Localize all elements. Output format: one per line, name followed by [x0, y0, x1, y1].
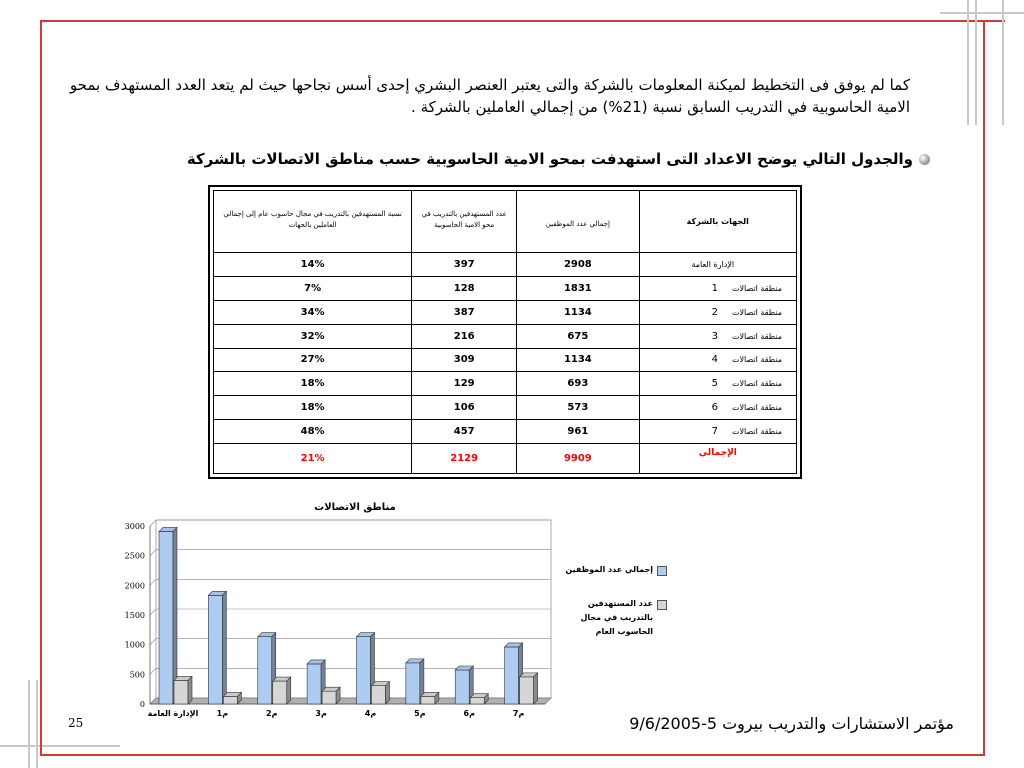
- total-label: الإجمالي: [639, 444, 796, 474]
- bar-total-employees: [307, 664, 321, 704]
- y-tick-label: 1500: [124, 611, 145, 620]
- legend-item-total-employees: [557, 563, 667, 577]
- y-tick-label: 2500: [124, 551, 145, 561]
- grid-diagonal: [150, 609, 156, 615]
- cell-entity: [639, 300, 796, 324]
- bar-total-employees: [406, 663, 420, 704]
- intro-paragraph: كما لم يوفق فى التخطيط لميكنة المعلومات بالشركة والتى يعتبر العنصر البشري إحدى أسس نجاحها حيث لم يتعد العدد المستهدف بمحو الامية الحاسوبية في التدريب السابق نسبة (21%) من إجمالي العاملين بالشركة .: [69, 76, 910, 116]
- bar-targeted: [322, 691, 336, 704]
- x-tick-label: م6: [463, 709, 475, 718]
- cell-ratio: 48%: [214, 420, 412, 444]
- footer-text: مؤتمر الاستشارات والتدريب بيروت 5-9/6/2005: [629, 714, 954, 733]
- bar-side: [386, 682, 390, 704]
- total-employees: 9909: [517, 444, 639, 474]
- bar-side: [534, 673, 538, 704]
- legend-swatch-gray: [657, 600, 667, 610]
- table-row: [214, 324, 797, 348]
- table-row: [214, 348, 797, 372]
- table-total-row: [214, 444, 797, 474]
- bar-side: [287, 677, 291, 704]
- chart-legend: [557, 563, 667, 659]
- entity-number: 2: [711, 306, 718, 318]
- cell-ratio: 27%: [214, 348, 412, 372]
- cell-entity: [639, 420, 796, 444]
- bar-targeted: [421, 696, 435, 704]
- cell-ratio: 32%: [214, 324, 412, 348]
- entity-name: الإدارة العامة: [691, 259, 735, 269]
- cell-ratio: 18%: [214, 396, 412, 420]
- bullet-icon: [919, 154, 930, 165]
- bar-targeted: [273, 681, 287, 704]
- x-tick-label: م2: [266, 709, 278, 718]
- total-ratio: 21%: [214, 444, 412, 474]
- cell-total: 1831: [517, 276, 639, 300]
- x-tick-label: م1: [216, 709, 229, 718]
- cell-targeted: 457: [412, 420, 517, 444]
- frame-right-red: [983, 20, 985, 755]
- cell-entity: [639, 253, 796, 277]
- cell-targeted: 216: [412, 324, 517, 348]
- cell-ratio: 18%: [214, 372, 412, 396]
- table-row: [214, 420, 797, 444]
- frame-right-gray-2: [975, 0, 977, 125]
- y-tick-label: 3000: [124, 522, 145, 531]
- header-targeted: عدد المستهدفين بالتدريب في محو الامية الحاسوبية: [412, 191, 517, 253]
- table-header-row: [214, 191, 797, 253]
- cell-entity: [639, 372, 796, 396]
- frame-right-gray-3: [1002, 0, 1004, 125]
- cell-entity: [639, 348, 796, 372]
- bar-total-employees: [357, 637, 371, 704]
- page-number: 25: [68, 716, 84, 730]
- data-table: [213, 190, 797, 474]
- x-tick-label: الإدارة العامة: [147, 709, 199, 718]
- entity-name: منطقة اتصالات: [731, 355, 782, 365]
- entity-name: منطقة اتصالات: [731, 331, 782, 341]
- frame-top-gray: [940, 12, 1024, 14]
- bar-total-employees: [505, 647, 519, 704]
- y-tick-label: 0: [139, 700, 145, 709]
- bar-total-employees: [258, 637, 272, 704]
- entity-name: منطقة اتصالات: [731, 427, 782, 437]
- table-row: [214, 396, 797, 420]
- cell-total: 1134: [517, 348, 639, 372]
- entity-name: منطقة اتصالات: [731, 379, 782, 389]
- bar-targeted: [174, 680, 188, 704]
- cell-targeted: 397: [412, 253, 517, 277]
- frame-left-red: [40, 20, 42, 755]
- entity-number: 7: [711, 426, 718, 438]
- table-row: [214, 253, 797, 277]
- cell-total: 693: [517, 372, 639, 396]
- table-row: [214, 300, 797, 324]
- x-tick-label: م5: [414, 709, 426, 718]
- y-tick-label: 500: [129, 670, 145, 680]
- grid-diagonal: [150, 639, 156, 645]
- entity-number: 3: [711, 330, 718, 342]
- grid-diagonal: [150, 579, 156, 585]
- cell-targeted: 129: [412, 372, 517, 396]
- cell-ratio: 14%: [214, 253, 412, 277]
- legend-label: عدد المستهدفين بالتدريب في مجال الحاسوب العام: [580, 599, 653, 636]
- cell-targeted: 387: [412, 300, 517, 324]
- x-tick-label: م3: [315, 709, 327, 718]
- frame-bottom-red: [40, 754, 985, 756]
- legend-swatch-blue: [657, 566, 667, 576]
- header-total-employees: إجمالي عدد الموظفين: [517, 191, 639, 253]
- x-tick-label: م7: [512, 709, 525, 718]
- cell-entity: [639, 276, 796, 300]
- entity-number: 4: [711, 354, 718, 366]
- cell-total: 961: [517, 420, 639, 444]
- header-ratio: نسبة المستهدفين بالتدريب في مجال حاسوب عام إلى إجمالي العاملين بالجهات: [214, 191, 412, 253]
- entity-number: 1: [711, 282, 718, 294]
- entity-name: منطقة اتصالات: [731, 403, 782, 413]
- grid-diagonal: [150, 520, 156, 526]
- table-row: [214, 372, 797, 396]
- bar-total-employees: [455, 670, 469, 704]
- bar-side: [173, 527, 177, 704]
- frame-top-red: [40, 20, 1005, 22]
- cell-targeted: 309: [412, 348, 517, 372]
- entity-name: منطقة اتصالات: [731, 307, 782, 317]
- frame-bottom-gray: [0, 745, 120, 747]
- bar-targeted: [470, 698, 484, 704]
- legend-label: إجمالي عدد الموظفين: [565, 565, 653, 574]
- frame-left-gray-2: [36, 680, 38, 768]
- cell-entity: [639, 324, 796, 348]
- bar-total-employees: [208, 595, 222, 704]
- y-tick-label: 2000: [124, 581, 145, 591]
- cell-total: 573: [517, 396, 639, 420]
- data-table-container: [208, 185, 802, 479]
- legend-item-targeted: [557, 597, 667, 639]
- cell-targeted: 128: [412, 276, 517, 300]
- table-intro-text: والجدول التالي يوضح الاعداد التى استهدفت بمحو الامية الحاسوبية حسب مناطق الاتصالات بالشركة: [186, 150, 913, 168]
- entity-name: منطقة اتصالات: [731, 283, 782, 293]
- cell-total: 1134: [517, 300, 639, 324]
- grid-diagonal: [150, 668, 156, 674]
- grid-diagonal: [150, 550, 156, 556]
- table-intro-bullet: [160, 150, 930, 168]
- bar-side: [222, 591, 226, 704]
- entity-number: 5: [711, 378, 718, 390]
- frame-left-gray-1: [28, 680, 30, 768]
- bar-total-employees: [159, 531, 173, 704]
- x-tick-label: م4: [364, 709, 377, 718]
- bar-targeted: [520, 677, 534, 704]
- total-targeted: 2129: [412, 444, 517, 474]
- cell-total: 675: [517, 324, 639, 348]
- cell-ratio: 7%: [214, 276, 412, 300]
- frame-right-gray-1: [967, 0, 969, 125]
- cell-entity: [639, 396, 796, 420]
- chart-title: مناطق الاتصالات: [314, 502, 396, 513]
- bar-side: [188, 676, 192, 704]
- cell-total: 2908: [517, 253, 639, 277]
- cell-ratio: 34%: [214, 300, 412, 324]
- entity-number: 6: [711, 402, 718, 414]
- bar-targeted: [223, 696, 237, 704]
- cell-targeted: 106: [412, 396, 517, 420]
- table-row: [214, 276, 797, 300]
- header-entity: الجهات بالشركة: [639, 191, 796, 253]
- bar-chart: [100, 515, 560, 730]
- y-tick-label: 1000: [124, 640, 145, 650]
- bar-targeted: [372, 686, 386, 704]
